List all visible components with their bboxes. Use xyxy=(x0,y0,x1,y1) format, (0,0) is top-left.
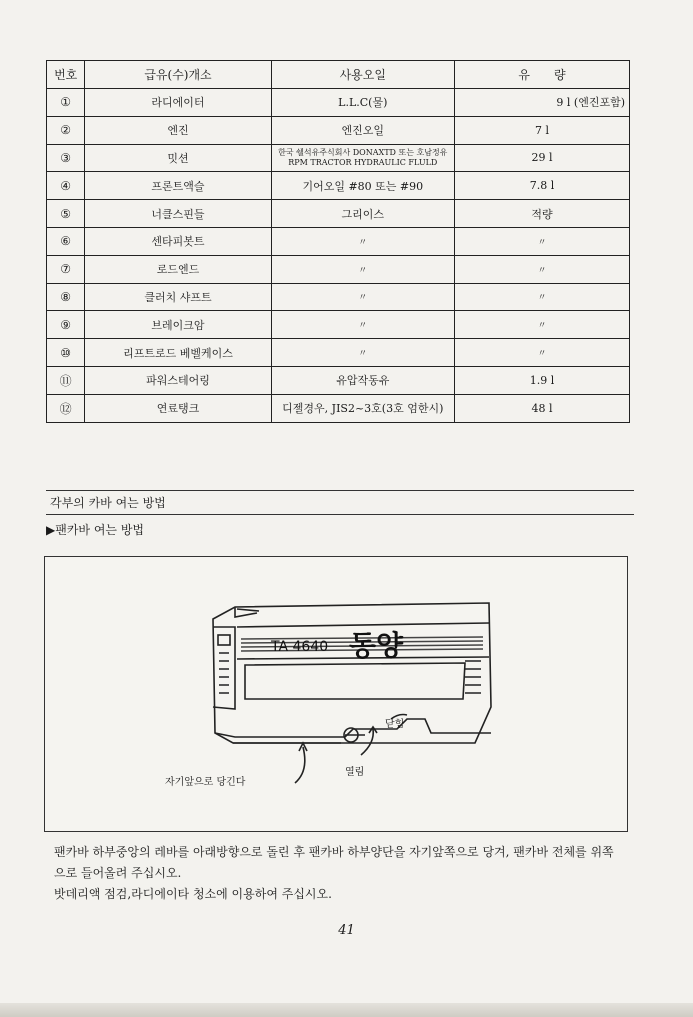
label-open: 열림 xyxy=(345,767,365,778)
header-quantity: 유 량 xyxy=(454,61,629,89)
table-row xyxy=(47,200,630,228)
lubrication-table xyxy=(46,60,630,423)
row-part: 브레이크암 xyxy=(85,311,271,339)
header-part: 급유(수)개소 xyxy=(85,61,271,89)
row-part: 클러치 샤프트 xyxy=(85,283,271,311)
table-row xyxy=(47,255,630,283)
section-title: 각부의 카바 여는 방법 xyxy=(46,490,634,515)
header-number: 번호 xyxy=(47,61,85,89)
row-number: ④ xyxy=(47,172,85,200)
row-oil: 〃 xyxy=(271,311,454,339)
row-part: 리프트로드 베벨케이스 xyxy=(85,339,271,367)
table-header-row xyxy=(47,61,630,89)
instruction-line-2: 밧데리액 점검,라디에이타 청소에 이용하여 주십시오. xyxy=(54,887,332,901)
row-part: 밋션 xyxy=(85,144,271,172)
table-row xyxy=(47,89,630,117)
table-row xyxy=(47,227,630,255)
row-number: ⑪ xyxy=(47,366,85,394)
row-oil: 〃 xyxy=(271,255,454,283)
row-part: 센타피봇트 xyxy=(85,227,271,255)
row-quantity: 〃 xyxy=(454,227,629,255)
row-number: ⑧ xyxy=(47,283,85,311)
row-part: 프론트액슬 xyxy=(85,172,271,200)
row-part: 라디에이터 xyxy=(85,89,271,117)
label-close: 닫힘 xyxy=(385,719,405,730)
table-row xyxy=(47,144,630,172)
row-oil: 〃 xyxy=(271,283,454,311)
row-quantity: 9 l (엔진포함) xyxy=(454,89,629,117)
row-part: 너클스핀들 xyxy=(85,200,271,228)
row-number: ③ xyxy=(47,144,85,172)
row-number: ⑩ xyxy=(47,339,85,367)
row-oil: 기어오일 #80 또는 #90 xyxy=(271,172,454,200)
row-part: 파워스테어링 xyxy=(85,366,271,394)
row-quantity: 7 l xyxy=(454,116,629,144)
row-number: ⑤ xyxy=(47,200,85,228)
page-number: 41 xyxy=(338,923,355,938)
row-number: ⑨ xyxy=(47,311,85,339)
table-row xyxy=(47,394,630,422)
section-subtitle: ▶팬카바 여는 방법 xyxy=(46,523,145,537)
row-number: ⑫ xyxy=(47,394,85,422)
row-quantity: 〃 xyxy=(454,255,629,283)
table-row xyxy=(47,116,630,144)
row-oil: 〃 xyxy=(271,339,454,367)
table-row xyxy=(47,366,630,394)
row-part: 연료탱크 xyxy=(85,394,271,422)
row-oil-line1: 한국 쉘석유주식회사 DONAXTD 또는 호남정유 xyxy=(278,147,448,157)
row-oil: 그리이스 xyxy=(271,200,454,228)
tractor-hood-illustration xyxy=(45,557,627,831)
table-row xyxy=(47,311,630,339)
page-edge xyxy=(0,1003,693,1017)
row-oil: 디젤경우, JIS2~3호(3호 엄한시) xyxy=(271,394,454,422)
fan-cover-figure xyxy=(44,556,628,832)
model-number-text: TA 4640 xyxy=(271,639,329,655)
row-quantity: 48 l xyxy=(454,394,629,422)
table-row xyxy=(47,283,630,311)
instruction-line-1: 팬카바 하부중앙의 레바를 아래방향으로 돌린 후 팬카바 하부양단을 자기앞쪽으로 당겨, 팬카바 전체를 위쪽으로 들어올려 주십시오. xyxy=(54,845,614,880)
table-row xyxy=(47,339,630,367)
table-row xyxy=(47,172,630,200)
row-quantity: 적량 xyxy=(454,200,629,228)
row-quantity: 7.8 l xyxy=(454,172,629,200)
instruction-text xyxy=(54,842,624,905)
row-number: ⑦ xyxy=(47,255,85,283)
row-part: 로드엔드 xyxy=(85,255,271,283)
header-oil: 사용오일 xyxy=(271,61,454,89)
row-oil: 엔진오일 xyxy=(271,116,454,144)
row-quantity: 29 l xyxy=(454,144,629,172)
row-number: ⑥ xyxy=(47,227,85,255)
row-oil xyxy=(271,144,454,172)
row-oil: 유압작동유 xyxy=(271,366,454,394)
label-pull: 자기앞으로 당긴다 xyxy=(165,777,246,788)
row-oil-line2: RPM TRACTOR HYDRAULIC FLULD xyxy=(288,157,438,167)
row-quantity: 〃 xyxy=(454,283,629,311)
row-quantity: 〃 xyxy=(454,311,629,339)
row-part: 엔진 xyxy=(85,116,271,144)
row-number: ① xyxy=(47,89,85,117)
row-oil: 〃 xyxy=(271,227,454,255)
row-number: ② xyxy=(47,116,85,144)
brand-logo-text: 동양 xyxy=(349,629,404,662)
row-quantity: 〃 xyxy=(454,339,629,367)
row-quantity: 1.9 l xyxy=(454,366,629,394)
row-oil: L.L.C(물) xyxy=(271,89,454,117)
